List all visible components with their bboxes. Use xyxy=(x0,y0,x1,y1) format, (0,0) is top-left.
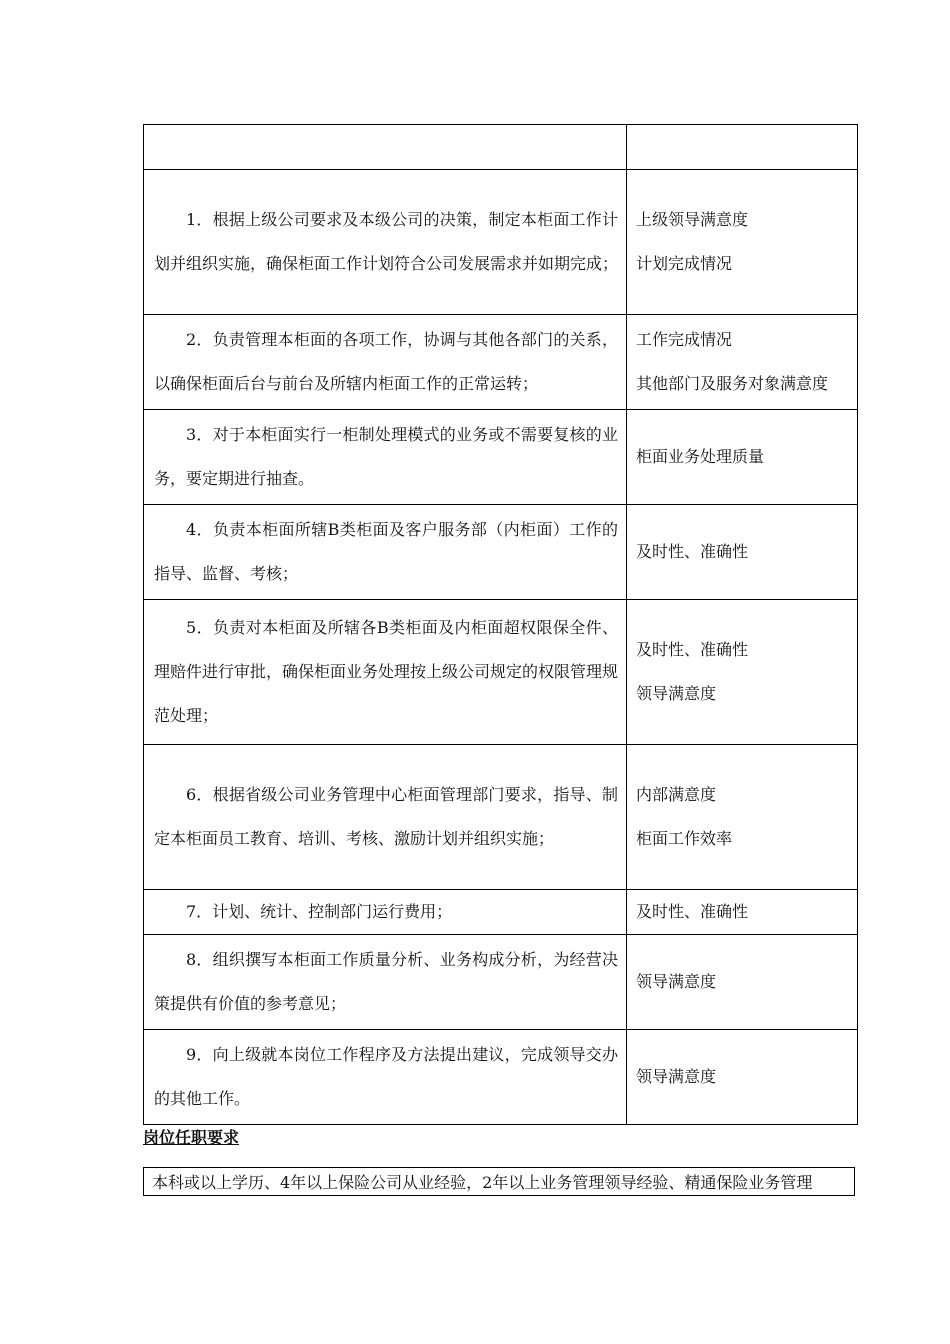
kpi-item: 上级领导满意度 xyxy=(636,210,749,229)
kpi-item: 及时性、准确性 xyxy=(636,542,749,561)
duty-cell: 4．负责本柜面所辖B类柜面及客户服务部（内柜面）工作的指导、监督、考核； xyxy=(144,505,627,600)
duty-cell: 5．负责对本柜面及所辖各B类柜面及内柜面超权限保全件、理赔件进行审批，确保柜面业务处理按上级公司规定的权限管理规范处理； xyxy=(144,600,627,745)
kpi-cell xyxy=(627,410,858,505)
kpi-cell xyxy=(627,935,858,1030)
table-header-row xyxy=(144,125,858,170)
kpi-cell xyxy=(627,745,858,890)
duty-cell: 9．向上级就本岗位工作程序及方法提出建议，完成领导交办的其他工作。 xyxy=(144,1030,627,1125)
duty-cell: 1．根据上级公司要求及本级公司的决策，制定本柜面工作计划并组织实施，确保柜面工作计划符合公司发展需求并如期完成； xyxy=(144,170,627,315)
kpi-cell xyxy=(627,170,858,315)
table-row xyxy=(144,505,858,600)
kpi-item: 工作完成情况 xyxy=(636,330,733,349)
duty-cell: 3．对于本柜面实行一柜制处理模式的业务或不需要复核的业务，要定期进行抽查。 xyxy=(144,410,627,505)
kpi-item: 领导满意度 xyxy=(636,972,717,991)
table-row xyxy=(144,170,858,315)
duties-table xyxy=(143,124,858,1125)
duty-cell: 7．计划、统计、控制部门运行费用； xyxy=(144,890,627,935)
kpi-item: 计划完成情况 xyxy=(636,254,733,273)
kpi-cell xyxy=(627,600,858,745)
requirements-text: 本科或以上学历、4年以上保险公司从业经验，2年以上业务管理领导经验、精通保险业务管理 xyxy=(143,1167,855,1196)
table-row xyxy=(144,410,858,505)
table-row xyxy=(144,600,858,745)
kpi-cell xyxy=(627,1030,858,1125)
kpi-cell xyxy=(627,890,858,935)
kpi-item: 及时性、准确性 xyxy=(636,902,749,921)
requirements-title: 岗位任职要求 xyxy=(143,1128,240,1147)
table-row xyxy=(144,315,858,410)
table-row xyxy=(144,935,858,1030)
header-cell-kpi xyxy=(627,125,858,170)
kpi-item: 其他部门及服务对象满意度 xyxy=(636,374,829,393)
kpi-item: 柜面业务处理质量 xyxy=(636,447,765,466)
table-row xyxy=(144,1030,858,1125)
kpi-item: 柜面工作效率 xyxy=(636,829,733,848)
table-row xyxy=(144,890,858,935)
kpi-cell xyxy=(627,315,858,410)
duty-cell: 8．组织撰写本柜面工作质量分析、业务构成分析，为经营决策提供有价值的参考意见； xyxy=(144,935,627,1030)
duty-cell: 2．负责管理本柜面的各项工作，协调与其他各部门的关系，以确保柜面后台与前台及所辖内柜面工作的正常运转； xyxy=(144,315,627,410)
kpi-cell xyxy=(627,505,858,600)
header-cell-duty xyxy=(144,125,627,170)
kpi-item: 领导满意度 xyxy=(636,1067,717,1086)
kpi-item: 及时性、准确性 xyxy=(636,640,749,659)
kpi-item: 领导满意度 xyxy=(636,684,717,703)
kpi-item: 内部满意度 xyxy=(636,785,717,804)
duty-cell: 6．根据省级公司业务管理中心柜面管理部门要求，指导、制定本柜面员工教育、培训、考核、激励计划并组织实施； xyxy=(144,745,627,890)
table-row xyxy=(144,745,858,890)
